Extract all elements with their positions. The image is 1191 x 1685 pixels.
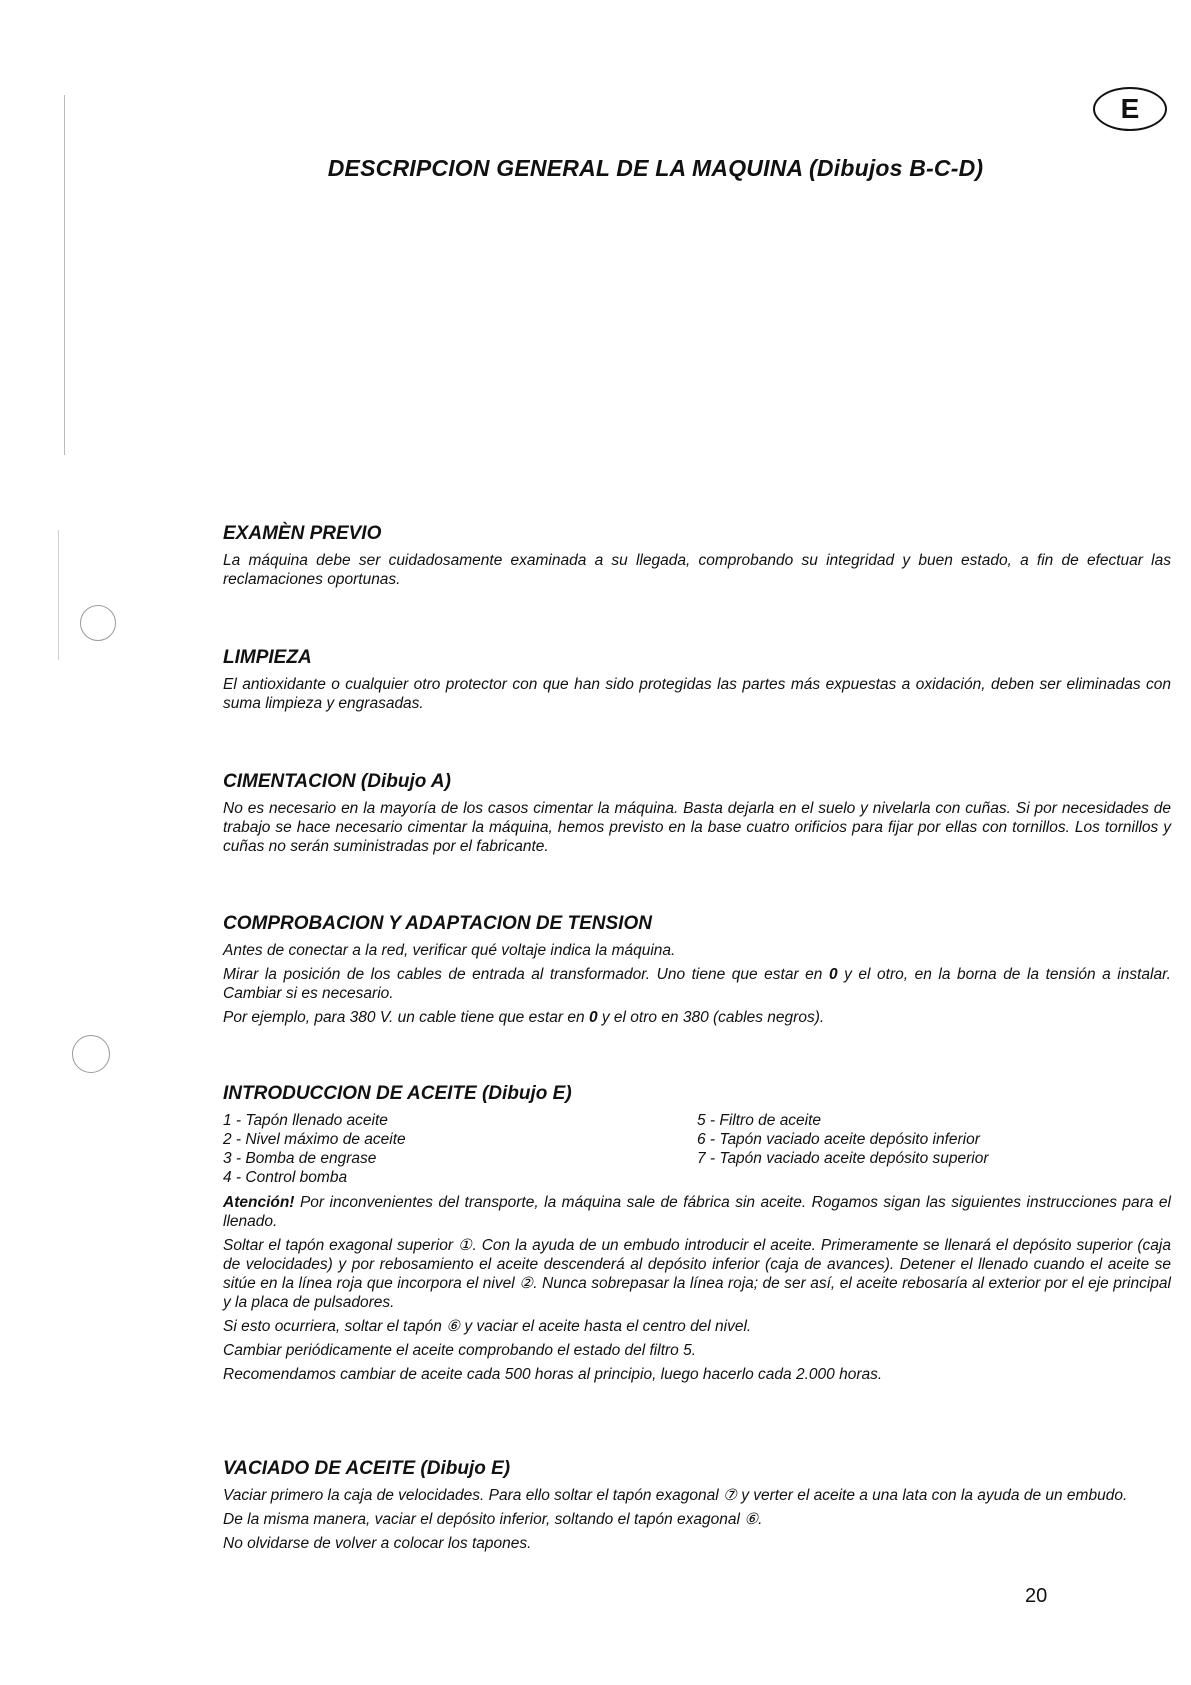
section-tension — [223, 913, 1171, 1032]
list-item: 2 - Nivel máximo de aceite — [223, 1131, 406, 1148]
text-run: Por inconvenientes del transporte, la máquina sale de fábrica sin aceite. Rogamos sigan las siguientes instrucciones para el llenado. — [223, 1194, 1171, 1230]
list-item: 1 - Tapón llenado aceite — [223, 1112, 388, 1129]
text-run-bold: 0 — [828, 966, 838, 983]
section-heading: INTRODUCCION DE ACEITE (Dibujo E) — [223, 1083, 572, 1104]
paragraph: Si esto ocurriera, soltar el tapón ⑥ y vaciar el aceite hasta el centro del nivel. — [223, 1318, 752, 1335]
paragraph: El antioxidante o cualquier otro protector con que han sido protegidas las partes más expuestas a oxidación, deben ser eliminadas con suma limpieza y engrasadas. — [223, 676, 1171, 712]
section-limpieza — [223, 647, 1171, 718]
text-run: y el otro, en la borna de la tensión a instalar. Cambiar si es necesario. — [223, 966, 1171, 1002]
section-introduccion — [223, 1083, 1171, 1389]
paragraph: La máquina debe ser cuidadosamente examinada a su llegada, comprobando su integridad y buen estado, a fin de efectuar las reclamaciones oportunas. — [223, 552, 1171, 588]
parts-list-right — [697, 1111, 1171, 1187]
text-run: Mirar la posición de los cables de entrada al transformador. Uno tiene que estar en — [223, 966, 829, 983]
list-item: 5 - Filtro de aceite — [697, 1112, 822, 1129]
binding-mark — [64, 95, 65, 455]
page-number: 20 — [1025, 1585, 1048, 1607]
punch-hole-icon — [80, 605, 116, 641]
paragraph: De la misma manera, vaciar el depósito inferior, soltando el tapón exagonal ⑥. — [223, 1511, 763, 1528]
section-heading: CIMENTACION (Dibujo A) — [223, 771, 451, 792]
section-cimentacion — [223, 771, 1171, 861]
section-examen — [223, 523, 1171, 594]
paragraph: Recomendamos cambiar de aceite cada 500 horas al principio, luego hacerlo cada 2.000 horas. — [223, 1366, 883, 1383]
list-item: 4 - Control bomba — [223, 1169, 348, 1186]
text-run: y el otro en 380 (cables negros). — [597, 1009, 825, 1026]
paragraph: No es necesario en la mayoría de los casos cimentar la máquina. Basta dejarla en el suelo y nivelarla con cuñas. Si por necesidades de trabajo se hace necesario cimentar la máquina, hemos previsto en la base cuatro orificios para fijar por ellas con tornillos. Los tornillos y cuñas no serán suministradas por el fabricante. — [223, 800, 1171, 855]
section-heading: VACIADO DE ACEITE (Dibujo E) — [223, 1458, 511, 1479]
paragraph — [223, 1193, 1171, 1231]
section-heading: COMPROBACION Y ADAPTACION DE TENSION — [223, 913, 652, 934]
text-run: Por ejemplo, para 380 V. un cable tiene que estar en — [223, 1009, 589, 1026]
paragraph: Antes de conectar a la red, verificar qué voltaje indica la máquina. — [223, 942, 676, 959]
list-item: 7 - Tapón vaciado aceite depósito superior — [697, 1150, 989, 1167]
paragraph: No olvidarse de volver a colocar los tapones. — [223, 1535, 532, 1552]
section-heading: LIMPIEZA — [223, 647, 312, 668]
page-title: DESCRIPCION GENERAL DE LA MAQUINA (Dibujos B-C-D) — [327, 155, 984, 181]
paragraph — [223, 965, 1171, 1003]
paragraph: Cambiar periódicamente el aceite comprobando el estado del filtro 5. — [223, 1342, 697, 1359]
atencion-label: Atención! — [223, 1194, 295, 1211]
section-vaciado — [223, 1458, 1171, 1558]
language-badge: E — [1093, 87, 1167, 131]
parts-list — [223, 1111, 1171, 1187]
text-run-bold: 0 — [588, 1009, 598, 1026]
binding-mark — [58, 530, 59, 660]
list-item: 3 - Bomba de engrase — [223, 1150, 377, 1167]
list-item: 6 - Tapón vaciado aceite depósito inferior — [697, 1131, 980, 1148]
punch-hole-icon — [72, 1035, 110, 1073]
paragraph: Vaciar primero la caja de velocidades. Para ello soltar el tapón exagonal ⑦ y verter el aceite a una lata con la ayuda de un embudo. — [223, 1487, 1128, 1504]
paragraph — [223, 1008, 1171, 1027]
parts-list-left — [223, 1111, 697, 1187]
section-heading: EXAMÈN PREVIO — [223, 523, 382, 544]
paragraph: Soltar el tapón exagonal superior ①. Con la ayuda de un embudo introducir el aceite. Primeramente se llenará el depósito superior (caja de velocidades) y por rebosamiento el aceite descenderá al depósito inferior (caja de avances). Detener el llenado cuando el aceite se sitúe en la línea roja que incorpora el nivel ②. Nunca sobrepasar la línea roja; de ser así, el aceite rebosaría al exterior por el eje principal y la placa de pulsadores. — [223, 1237, 1171, 1311]
